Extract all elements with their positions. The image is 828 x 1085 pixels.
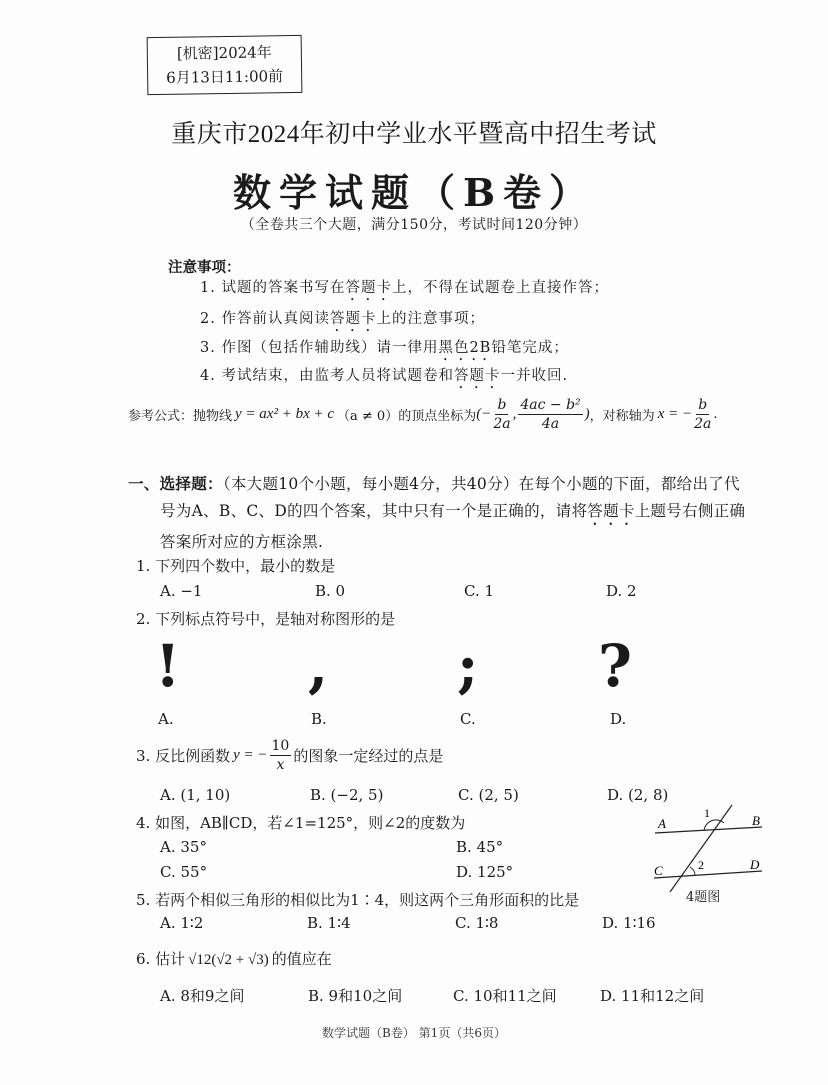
- formula-axis-lhs: x = −: [657, 406, 693, 422]
- paper-title: 数学试题（B卷）: [232, 170, 596, 215]
- exam-title: 重庆市2024年初中学业水平暨高中招生考试: [171, 121, 657, 148]
- q5-option-b: B. 1∶4: [307, 914, 351, 932]
- confidential-line-1: [机密]2024年: [176, 43, 272, 63]
- question-4-stem: 4. 如图，AB∥CD，若∠1=125°，则∠2的度数为: [136, 814, 466, 832]
- note-emphasis: 答题卡: [453, 368, 501, 384]
- fraction-axis: $\frac{b}{2a}$: [694, 397, 712, 432]
- sqrt-expression: √12(√2 + √3): [188, 952, 269, 968]
- label-b: B: [752, 813, 760, 828]
- notes-title: 注意事项：: [168, 259, 241, 276]
- formula-equation: y = ax² + bx + c: [235, 406, 335, 422]
- question-1-stem: 1. 下列四个数中，最小的数是: [136, 557, 336, 575]
- note-text: 上，不得在试题卷上直接作答；: [391, 280, 609, 296]
- fraction-10-over-x: $\frac{10}{x}$: [271, 738, 290, 773]
- question-6-stem: 6. 估计 √12(√2 + √3) 的值应在: [136, 950, 332, 968]
- label-d: D: [750, 857, 760, 872]
- confidential-stamp-box: [147, 35, 303, 95]
- note-text: 2. 作答前认真阅读: [200, 311, 330, 327]
- note-text: 3. 作图（包括作辅助线）请一律用: [200, 340, 439, 356]
- fraction-vertex-x: $\frac{b}{2a}$: [493, 397, 511, 432]
- q3-option-d: D. (2, 8): [607, 786, 669, 804]
- q4-option-c: C. 55°: [160, 863, 208, 881]
- q4-option-a: A. 35°: [160, 838, 207, 856]
- paper-subtitle: （全卷共三个大题，满分150分，考试时间120分钟）: [240, 217, 588, 233]
- q3-option-a: A. (1, 10): [160, 786, 231, 804]
- note-text: 上的注意事项；: [376, 311, 485, 327]
- note-emphasis: 答题卡: [329, 311, 377, 327]
- q1-option-d: D. 2: [606, 582, 637, 600]
- label-a: A: [658, 816, 666, 831]
- fraction-vertex-y: $\frac{\text{4ac − b²}}{4a}$: [520, 397, 581, 432]
- formula-label: 参考公式：抛物线: [128, 409, 233, 424]
- q5-option-d: D. 1∶16: [602, 914, 656, 932]
- q1-option-a: A. −1: [160, 582, 203, 600]
- q3-option-c: C. (2, 5): [458, 786, 519, 804]
- exclamation-mark-symbol: !: [155, 632, 181, 700]
- note-item: [200, 276, 609, 304]
- q3-option-b: B. (−2, 5): [310, 786, 384, 804]
- note-emphasis: 黑色2B: [438, 340, 492, 356]
- note-text: 铅笔完成；: [491, 340, 569, 356]
- angle-2-label: 2: [698, 858, 704, 872]
- q5-option-a: A. 1∶2: [160, 914, 204, 932]
- note-item: [200, 336, 569, 364]
- q6-option-a: A. 8和9之间: [160, 987, 245, 1005]
- note-text: 一并收回.: [500, 368, 569, 384]
- q2-option-c: C.: [460, 710, 476, 728]
- note-text: 1. 试题的答案书写在: [200, 280, 346, 296]
- section-desc: （本大题10个小题，每小题4分，共40分）在每个小题的下面，都给出了代: [222, 475, 740, 493]
- q2-option-a: A.: [158, 710, 174, 728]
- confidential-line-2: 6月13日11:00前: [166, 67, 284, 87]
- section-title: 一、选择题：: [128, 474, 223, 493]
- q5-option-c: C. 1∶8: [455, 914, 499, 932]
- question-mark-symbol: ?: [598, 632, 632, 700]
- formula-axis-text: ，对称轴为: [589, 409, 655, 424]
- q1-option-b: B. 0: [315, 582, 346, 600]
- q6-option-c: C. 10和11之间: [453, 987, 557, 1005]
- question-5-stem: 5. 若两个相似三角形的相似比为1∶4，则这两个三角形面积的比是: [136, 891, 580, 909]
- angle-1-label: 1: [704, 806, 710, 820]
- page-footer: 数学试题（B卷） 第1页（共6页）: [322, 1026, 506, 1040]
- comma-symbol: ,: [308, 632, 329, 700]
- note-text: 4. 考试结束，由监考人员将试题卷和: [200, 368, 454, 384]
- formula-vertex-text: 的顶点坐标为: [398, 409, 477, 424]
- q2-option-d: D.: [610, 710, 627, 728]
- figure-caption: 4题图: [686, 890, 721, 905]
- q1-option-c: C. 1: [464, 582, 495, 600]
- section-1-header: 一、选择题：（本大题10个小题，每小题4分，共40分）在每个小题的下面，都给出了代 号为A、B、C、D的四个答案，其中只有一个是正确的，请将答题卡上题号右侧正确 答案所对应的方框涂黑.: [128, 474, 746, 551]
- q6-option-d: D. 11和12之间: [600, 987, 705, 1005]
- q4-option-b: B. 45°: [456, 838, 504, 856]
- note-emphasis: 答题卡: [345, 280, 392, 296]
- note-item: [200, 307, 485, 335]
- q4-option-d: D. 125°: [456, 863, 514, 881]
- q6-option-b: B. 9和10之间: [308, 987, 403, 1005]
- q2-option-b: B.: [311, 710, 327, 728]
- note-item: [200, 364, 568, 392]
- formula-condition: （a ≠ 0）: [337, 409, 399, 424]
- reference-formula: 参考公式：抛物线 y = ax² + bx + c （a ≠ 0） 的顶点坐标为 (− $\frac{b}{2a}$ , $\frac{\text{4ac − b²}}{4a}$ ) ，对称轴为 x = − $\frac{b}{2a}$ .: [128, 397, 718, 432]
- question-3-stem: 3. 反比例函数 y = − $\frac{10}{x}$ 的图象一定经过的点是: [136, 738, 444, 773]
- label-c: C: [654, 863, 663, 878]
- semicolon-symbol: ;: [457, 632, 479, 700]
- question-2-stem: 2. 下列标点符号中，是轴对称图形的是: [136, 610, 396, 628]
